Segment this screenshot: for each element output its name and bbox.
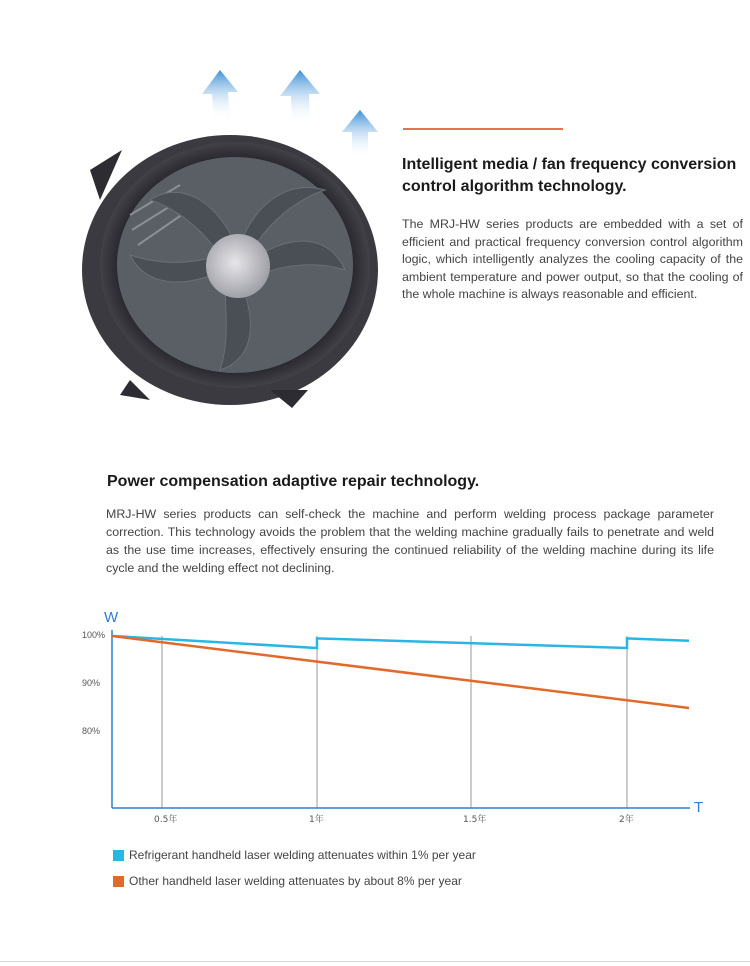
legend-swatch [113,850,124,861]
airflow-arrow-icon [280,70,320,124]
attenuation-chart [70,600,730,840]
section2-body: MRJ-HW series products can self-check the machine and perform welding process package parameter correction. This technology avoids the problem that the welding machine gradually fails to penetrate and weld as the use time increases, effectively ensuring the continued reliability of the welding machine during its life cycle and the welding effect not declining. [106,507,714,575]
x-tick-label: 1.5年 [463,815,487,825]
fan-image [60,40,400,410]
section1-body: The MRJ-HW series products are embedded with a set of efficient and practical frequency conversion control algorithm logic, which intelligently analyzes the cooling capacity of the ambient temperature and power output, so that the cooling of the whole machine is always reasonable and efficient. [402,217,743,302]
legend-item [113,848,476,862]
x-tick-label: 2年 [619,815,634,825]
bottom-divider [0,961,750,962]
chart-legend [113,848,476,900]
section1-title: Intelligent media / fan frequency conversion control algorithm technology. [402,156,737,195]
airflow-arrow-icon [202,70,238,120]
legend-swatch [113,876,124,887]
legend-label: Refrigerant handheld laser welding attenuates within 1% per year [129,848,476,862]
x-tick-label: 1年 [309,815,324,825]
y-axis-label: W [104,609,119,626]
y-tick-label: 100% [82,630,106,640]
x-tick-label: 0.5年 [154,815,178,825]
x-axis-label: T [694,799,704,816]
airflow-arrow-icon [342,110,378,158]
accent-divider [403,128,563,130]
section2-title: Power compensation adaptive repair technology. [107,473,480,490]
legend-item [113,874,476,888]
y-tick-label: 90% [82,678,101,688]
legend-label: Other handheld laser welding attenuates by about 8% per year [129,874,462,888]
y-tick-label: 80% [82,726,101,736]
